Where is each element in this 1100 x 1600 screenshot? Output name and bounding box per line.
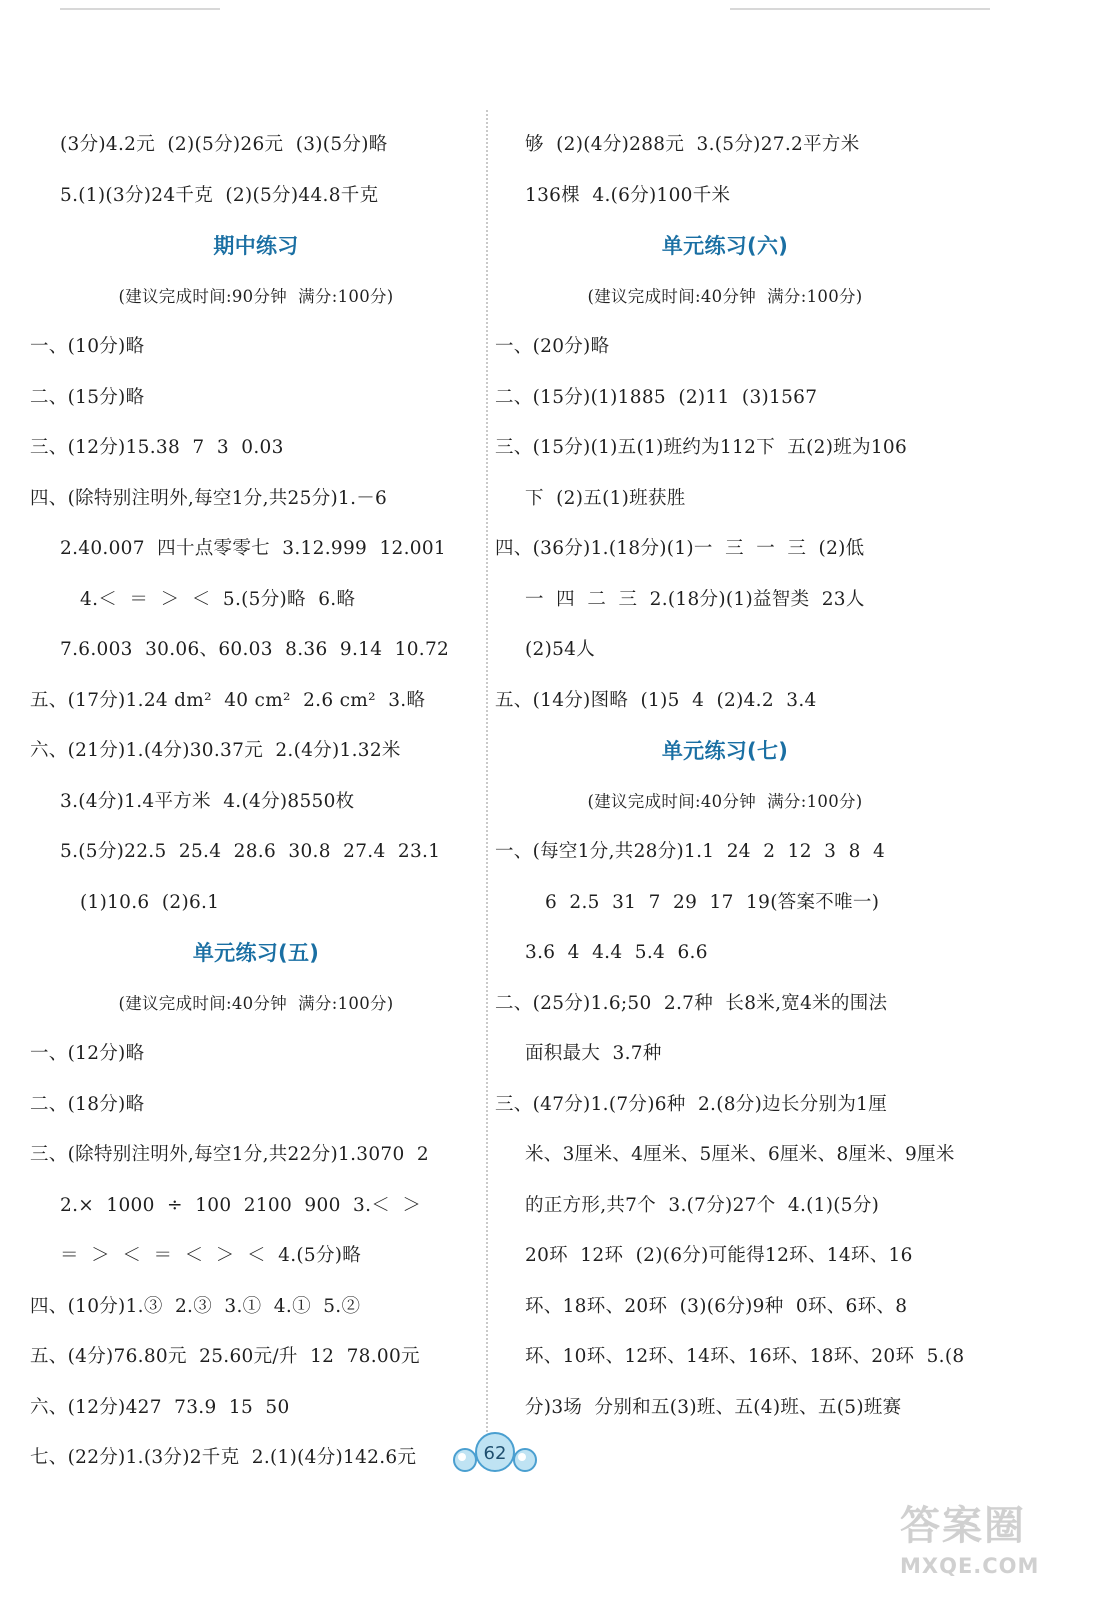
answer-line: 二、(15分)略	[30, 386, 145, 408]
section-heading: 单元练习(六)	[661, 234, 789, 258]
answer-line: 环、18环、20环 (3)(6分)9种 0环、6环、8	[525, 1295, 908, 1317]
watermark-title: 答案圈	[900, 1503, 1026, 1549]
site-watermark	[900, 1500, 1090, 1595]
section-note: (建议完成时间:40分钟 满分:100分)	[587, 791, 863, 811]
answer-line: 二、(25分)1.6;50 2.7种 长8米,宽4米的围法	[495, 992, 888, 1014]
answer-line: 米、3厘米、4厘米、5厘米、6厘米、8厘米、9厘米	[525, 1144, 955, 1165]
right-column	[495, 120, 965, 1433]
page-number-badge	[450, 1430, 540, 1480]
answer-line: 136棵 4.(6分)100千米	[525, 184, 731, 206]
top-rule-left	[60, 8, 220, 10]
section-heading: 单元练习(五)	[192, 941, 320, 965]
badge-ornament-icon	[450, 1430, 540, 1480]
answer-line: 一、(10分)略	[30, 336, 145, 357]
section-note: (建议完成时间:40分钟 满分:100分)	[118, 993, 394, 1013]
answer-line: (1)10.6 (2)6.1	[80, 891, 220, 913]
answer-line: 一、(20分)略	[495, 336, 610, 357]
answer-line: 三、(12分)15.38 7 3 0.03	[30, 437, 284, 458]
answer-line: 7.6.003 30.06、60.03 8.36 9.14 10.72	[60, 639, 450, 660]
answer-line: 4.＜ ＝ ＞ ＜ 5.(5分)略 6.略	[80, 588, 356, 610]
answer-line: 三、(47分)1.(7分)6种 2.(8分)边长分别为1厘	[495, 1093, 887, 1115]
answer-line: 二、(15分)(1)1885 (2)11 (3)1567	[495, 386, 818, 408]
answer-line: 够 (2)(4分)288元 3.(5分)27.2平方米	[525, 134, 860, 155]
answer-line: ＝ ＞ ＜ ＝ ＜ ＞ ＜ 4.(5分)略	[60, 1245, 362, 1266]
answer-line: 四、(36分)1.(18分)(1)一 三 一 三 (2)低	[495, 538, 865, 559]
answer-line: 三、(15分)(1)五(1)班约为112下 五(2)班为106	[495, 437, 908, 458]
answer-line: 二、(18分)略	[30, 1093, 145, 1115]
top-rule-right	[730, 8, 990, 10]
answer-line: 七、(22分)1.(3分)2千克 2.(1)(4分)142.6元	[30, 1447, 417, 1468]
answer-line: 下 (2)五(1)班获胜	[525, 487, 686, 509]
section-heading: 期中练习	[213, 234, 299, 258]
answer-line: 3.6 4 4.4 5.4 6.6	[525, 942, 708, 963]
column-divider	[486, 110, 488, 1440]
section-note: (建议完成时间:90分钟 满分:100分)	[118, 286, 394, 306]
answer-line: 环、10环、12环、14环、16环、18环、20环 5.(8	[525, 1346, 965, 1367]
answer-line: 的正方形,共7个 3.(7分)27个 4.(1)(5分)	[525, 1194, 880, 1216]
watermark-url: MXQE.COM	[900, 1554, 1040, 1578]
answer-line: 五、(14分)图略 (1)5 4 (2)4.2 3.4	[495, 689, 817, 711]
answer-line: 六、(21分)1.(4分)30.37元 2.(4分)1.32米	[30, 740, 401, 761]
answer-line: 6 2.5 31 7 29 17 19(答案不唯一)	[545, 891, 880, 913]
answer-line: 一、(12分)略	[30, 1043, 145, 1064]
answer-line: 5.(1)(3分)24千克 (2)(5分)44.8千克	[60, 184, 379, 206]
left-column	[30, 120, 482, 1484]
answer-line: 2.× 1000 ÷ 100 2100 900 3.＜ ＞	[60, 1194, 422, 1216]
answer-line: 四、(10分)1.③ 2.③ 3.① 4.① 5.②	[30, 1295, 361, 1317]
answer-line: 20环 12环 (2)(6分)可能得12环、14环、16	[525, 1245, 913, 1266]
answer-line: 六、(12分)427 73.9 15 50	[30, 1396, 290, 1418]
section-heading: 单元练习(七)	[661, 739, 789, 763]
answer-line: 一 四 二 三 2.(18分)(1)益智类 23人	[525, 588, 865, 610]
answer-line: 3.(4分)1.4平方米 4.(4分)8550枚	[60, 790, 355, 812]
answer-line: 五、(4分)76.80元 25.60元/升 12 78.00元	[30, 1346, 420, 1367]
answer-line: 五、(17分)1.24 dm² 40 cm² 2.6 cm² 3.略	[30, 689, 426, 711]
answer-line: 一、(每空1分,共28分)1.1 24 2 12 3 8 4	[495, 841, 886, 862]
answer-line: (2)54人	[525, 639, 596, 660]
answer-line: 四、(除特别注明外,每空1分,共25分)1.－6	[30, 487, 388, 509]
page-number: 62	[483, 1443, 507, 1464]
answer-line: 2.40.007 四十点零零七 3.12.999 12.001	[60, 538, 446, 559]
answer-line: 面积最大 3.7种	[525, 1043, 662, 1064]
answer-line: 分)3场 分别和五(3)班、五(4)班、五(5)班赛	[525, 1396, 902, 1418]
answer-line: 三、(除特别注明外,每空1分,共22分)1.3070 2	[30, 1144, 429, 1165]
section-note: (建议完成时间:40分钟 满分:100分)	[587, 286, 863, 306]
answer-line: 5.(5分)22.5 25.4 28.6 30.8 27.4 23.1	[60, 841, 441, 862]
answer-line: (3分)4.2元 (2)(5分)26元 (3)(5分)略	[60, 134, 388, 155]
